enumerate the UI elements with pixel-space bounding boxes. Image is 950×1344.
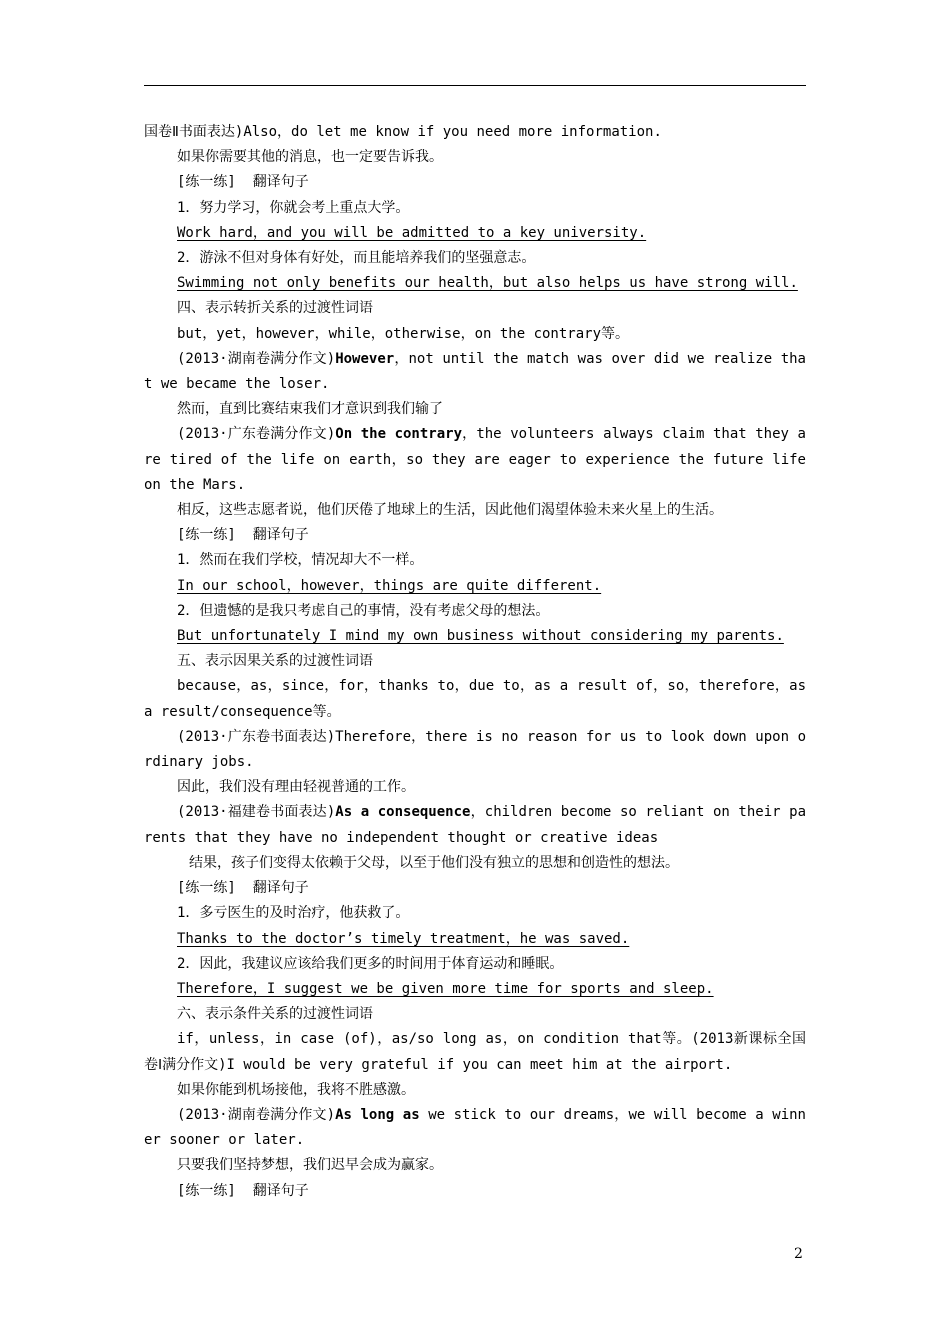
- text-run: [练一练] 翻译句子: [177, 880, 309, 897]
- text-run: 2．但遗憾的是我只考虑自己的事情，没有考虑父母的想法。: [177, 602, 550, 619]
- text-run: [练一练] 翻译句子: [177, 527, 309, 544]
- text-run: 五、表示因果关系的过渡性词语: [177, 653, 373, 670]
- paragraph: [144, 649, 806, 674]
- text-run: 然而，直到比赛结束我们才意识到我们输了: [177, 401, 443, 418]
- text-run: 1．努力学习，你就会考上重点大学。: [177, 199, 410, 216]
- paragraph: [144, 120, 806, 145]
- paragraph: [144, 800, 806, 850]
- text-run: (2013·广东卷书面表达)Therefore，there is no reason for us to look down upon ordinary jobs.: [144, 728, 806, 771]
- paragraph: [144, 1179, 806, 1204]
- text-run: ，the volunteers always claim that they are tired of the life on earth，so they are eager to experience the future life on the Mars.: [144, 426, 815, 493]
- paragraph: [144, 1153, 806, 1178]
- paragraph: [144, 952, 806, 977]
- text-run: [练一练] 翻译句子: [177, 1182, 309, 1199]
- paragraph: [144, 977, 806, 1002]
- paragraph: [144, 901, 806, 926]
- paragraph: [144, 347, 806, 397]
- header-rule: [144, 85, 806, 86]
- paragraph: [144, 775, 806, 800]
- paragraph: [144, 397, 806, 422]
- paragraph: [144, 523, 806, 548]
- page-number: 2: [794, 1246, 803, 1262]
- text-run: 2．游泳不但对身体有好处，而且能培养我们的坚强意志。: [177, 250, 536, 267]
- underlined-answer: Therefore，I suggest we be given more time for sports and sleep.: [177, 980, 714, 997]
- paragraph: [144, 170, 806, 195]
- bold-phrase: As long as: [335, 1106, 420, 1123]
- underlined-answer: Work hard，and you will be admitted to a key university.: [177, 224, 647, 241]
- bold-phrase: On the contrary: [335, 426, 463, 443]
- paragraph: [144, 851, 806, 876]
- text-run: 四、表示转折关系的过渡性词语: [177, 300, 373, 317]
- paragraph: [144, 624, 806, 649]
- text-run: we stick to our dreams，we will become a winner sooner or later.: [144, 1106, 806, 1149]
- text-run: because，as，since，for，thanks to，due to，as a result of，so，therefore，as a result/consequence等。: [144, 678, 815, 720]
- paragraph: [144, 296, 806, 321]
- underlined-answer: But unfortunately I mind my own business without considering my parents.: [177, 628, 784, 645]
- text-run: 因此，我们没有理由轻视普通的工作。: [177, 779, 415, 796]
- text-run: (2013·湖南卷满分作文): [177, 350, 336, 367]
- paragraph: [144, 498, 806, 523]
- paragraph: [144, 876, 806, 901]
- text-run: but，yet，however，while，otherwise，on the contrary等。: [177, 325, 630, 342]
- text-run: 2．因此，我建议应该给我们更多的时间用于体育运动和睡眠。: [177, 955, 564, 972]
- document-body: [144, 120, 815, 1204]
- text-run: 如果你能到机场接他，我将不胜感激。: [177, 1081, 415, 1098]
- text-run: 结果，孩子们变得太依赖于父母，以至于他们没有独立的思想和创造性的想法。: [189, 854, 679, 871]
- paragraph: [144, 221, 806, 246]
- paragraph: [144, 1027, 806, 1077]
- paragraph: [144, 927, 806, 952]
- underlined-answer: In our school，however，things are quite different.: [177, 577, 602, 594]
- text-run: 国卷Ⅱ书面表达)Also，do let me know if you need more information.: [144, 124, 662, 140]
- text-run: 只要我们坚持梦想，我们迟早会成为赢家。: [177, 1157, 443, 1174]
- paragraph: [144, 725, 806, 775]
- text-run: (2013·湖南卷满分作文): [177, 1106, 336, 1123]
- paragraph: [144, 548, 806, 573]
- text-run: (2013·福建卷书面表达): [177, 804, 336, 821]
- paragraph: [144, 322, 806, 347]
- bold-phrase: As a consequence: [335, 804, 471, 821]
- text-run: 1．多亏医生的及时治疗，他获救了。: [177, 905, 410, 922]
- text-run: 相反，这些志愿者说，他们厌倦了地球上的生活，因此他们渴望体验未来火星上的生活。: [177, 502, 723, 519]
- paragraph: [144, 1002, 806, 1027]
- paragraph: [144, 599, 806, 624]
- underlined-answer: Thanks to the doctor’s timely treatment，he was saved.: [177, 930, 630, 947]
- paragraph: [144, 1103, 806, 1153]
- paragraph: [144, 196, 806, 221]
- paragraph: [144, 246, 806, 271]
- text-run: 六、表示条件关系的过渡性词语: [177, 1006, 373, 1023]
- text-run: if，unless，in case (of)，as/so long as，on condition that等。(2013新课标全国卷Ⅰ满分作文)I would be very grateful if you can meet him at the airport.: [144, 1031, 806, 1073]
- paragraph: [144, 422, 815, 498]
- text-run: [练一练] 翻译句子: [177, 174, 309, 191]
- text-run: 1．然而在我们学校，情况却大不一样。: [177, 552, 424, 569]
- text-run: ，not until the match was over did we realize that we became the loser.: [144, 350, 806, 393]
- paragraph: [144, 145, 806, 170]
- paragraph: [144, 1078, 806, 1103]
- text-run: (2013·广东卷满分作文): [177, 426, 336, 443]
- text-run: ，children become so reliant on their parents that they have no independent thought or creative ideas: [144, 804, 807, 846]
- paragraph: [144, 271, 806, 296]
- paragraph: [144, 574, 806, 599]
- paragraph: [144, 674, 815, 724]
- text-run: 如果你需要其他的消息，也一定要告诉我。: [177, 149, 443, 166]
- bold-phrase: However: [335, 350, 395, 367]
- underlined-answer: Swimming not only benefits our health，but also helps us have strong will.: [177, 275, 798, 292]
